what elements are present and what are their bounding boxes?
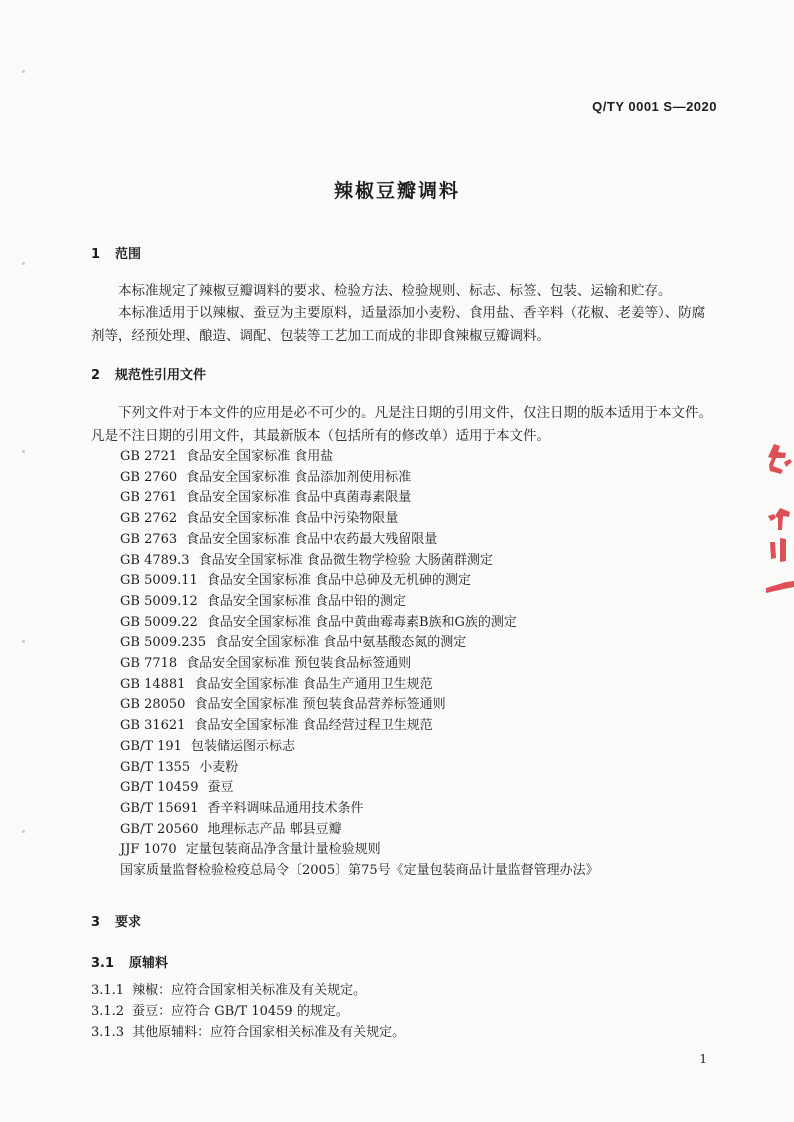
reference-title: 小麦粉	[199, 759, 239, 775]
margin-scan-mark	[22, 640, 25, 643]
section-number: 1	[91, 247, 101, 262]
section-title: 范围	[115, 247, 142, 262]
reference-code: GB 2761	[120, 490, 178, 506]
reference-title: 食品安全国家标准 食品中氨基酸态氮的测定	[215, 635, 467, 651]
clause-text: 其他原辅料：应符合国家相关标准及有关规定。	[132, 1025, 406, 1040]
reference-item	[120, 592, 599, 613]
reference-title: 食品安全国家标准 食品中污染物限量	[186, 511, 399, 527]
reference-item	[120, 468, 599, 489]
reference-code: GB 2762	[120, 511, 178, 527]
reference-item	[120, 737, 599, 758]
reference-title: 食品安全国家标准 食品中农药最大残留限量	[186, 531, 438, 547]
reference-title: 食品安全国家标准 食品中总砷及无机砷的测定	[206, 573, 471, 589]
section-title: 规范性引用文件	[115, 368, 207, 383]
reference-title: 食品安全国家标准 预包装食品营养标签通则	[194, 697, 446, 713]
reference-code: GB/T 1355	[120, 759, 191, 775]
reference-item	[120, 861, 599, 882]
reference-title: 食品安全国家标准 食品中真菌毒素限量	[186, 490, 412, 506]
reference-title: 定量包装商品净含量计量检验规则	[185, 842, 381, 858]
reference-code: GB 2721	[120, 449, 178, 464]
scope-paragraph-1: 本标准规定了辣椒豆瓣调料的要求、检验方法、检验规则、标志、标签、包装、运输和贮存。	[118, 283, 672, 299]
reference-code: GB 2763	[120, 531, 178, 547]
margin-scan-mark	[22, 262, 25, 265]
standard-code: Q/TY 0001 S—2020	[592, 99, 717, 114]
reference-code: GB 5009.12	[120, 593, 198, 609]
clause-item	[91, 1001, 405, 1022]
reference-code: GB/T 15691	[120, 800, 199, 816]
reference-code: GB 2760	[120, 469, 178, 485]
clause-item	[91, 980, 405, 1001]
section-title: 要求	[115, 915, 142, 930]
reference-title: 包装储运图示标志	[190, 738, 295, 754]
reference-code: GB/T 20560	[120, 821, 199, 837]
subsection-heading-raw-materials	[91, 952, 168, 971]
reference-code: GB 5009.235	[120, 635, 207, 651]
clause-list	[91, 980, 405, 1043]
reference-code: GB 31621	[120, 718, 186, 734]
reference-title: 食品安全国家标准 食品中黄曲霉毒素B族和G族的测定	[206, 614, 517, 630]
clause-number: 3.1.1	[91, 983, 125, 998]
reference-code: GB/T 191	[120, 738, 182, 754]
reference-title: 食品安全国家标准 食品微生物学检验 大肠菌群测定	[198, 552, 493, 568]
references-intro: 下列文件对于本文件的应用是必不可少的。凡是注日期的引用文件，仅注日期的版本适用于本文件。凡是不注日期的引用文件，其最新版本（包括所有的修改单）适用于本文件。	[91, 405, 712, 444]
reference-item	[120, 633, 599, 654]
reference-title: 食品安全国家标准 食品添加剂使用标准	[186, 469, 412, 485]
section-heading-requirements	[91, 911, 141, 930]
reference-item	[120, 675, 599, 696]
reference-code: JJF 1070	[120, 842, 177, 858]
document-title: 辣椒豆瓣调料	[333, 180, 460, 202]
reference-code: GB 4789.3	[120, 552, 190, 568]
reference-title: 食品安全国家标准 预包装食品标签通则	[186, 656, 412, 672]
clause-item	[91, 1022, 405, 1043]
reference-title: 食品安全国家标准 食品经营过程卫生规范	[194, 718, 433, 734]
subsection-number: 3.1	[91, 956, 115, 971]
section-heading-references	[91, 364, 206, 383]
reference-item	[120, 799, 599, 820]
reference-item	[120, 820, 599, 841]
reference-item	[120, 530, 599, 551]
reference-item	[120, 654, 599, 675]
reference-title: 食品安全国家标准 食品生产通用卫生规范	[194, 676, 433, 692]
reference-item	[120, 571, 599, 592]
reference-item	[120, 778, 599, 799]
margin-scan-mark	[22, 830, 25, 833]
reference-code: GB 14881	[120, 676, 186, 692]
reference-code: GB 28050	[120, 697, 186, 713]
reference-item	[120, 613, 599, 634]
page-number: 1	[699, 1052, 707, 1066]
reference-item	[120, 447, 599, 468]
scope-paragraph-2: 本标准适用于以辣椒、蚕豆为主要原料，适量添加小麦粉、食用盐、香辛料（花椒、老姜等）、防腐剂等，经预处理、酿造、调配、包装等工艺加工而成的非即食辣椒豆瓣调料。	[91, 305, 706, 344]
reference-title: 香辛料调味品通用技术条件	[207, 800, 364, 816]
reference-item	[120, 509, 599, 530]
reference-title: 食品安全国家标准 食用盐	[186, 449, 334, 464]
reference-code: GB 5009.22	[120, 614, 198, 630]
reference-code: GB 7718	[120, 656, 178, 672]
reference-list	[120, 447, 599, 882]
reference-title: 地理标志产品 郫县豆瓣	[207, 821, 342, 837]
reference-title: 蚕豆	[207, 780, 234, 796]
reference-item	[120, 695, 599, 716]
section-number: 2	[91, 368, 101, 383]
subsection-title: 原辅料	[129, 956, 169, 971]
section-number: 3	[91, 915, 101, 930]
reference-item	[120, 758, 599, 779]
section-heading-scope	[91, 243, 141, 262]
reference-title: 食品安全国家标准 食品中铅的测定	[206, 593, 406, 609]
reference-code: GB/T 10459	[120, 780, 199, 796]
reference-item	[120, 551, 599, 572]
margin-scan-mark	[22, 450, 25, 453]
reference-item	[120, 716, 599, 737]
margin-scan-mark	[22, 70, 25, 73]
reference-code: GB 5009.11	[120, 573, 198, 589]
reference-title: 国家质量监督检验检疫总局令〔2005〕第75号《定量包装商品计量监督管理办法》	[120, 863, 599, 879]
reference-item	[120, 840, 599, 861]
clause-text: 辣椒：应符合国家相关标准及有关规定。	[132, 983, 367, 998]
clause-text: 蚕豆：应符合 GB/T 10459 的规定。	[132, 1004, 349, 1019]
clause-number: 3.1.3	[91, 1025, 125, 1040]
seal-stamp-fragment	[760, 438, 794, 598]
reference-item	[120, 488, 599, 509]
clause-number: 3.1.2	[91, 1004, 125, 1019]
